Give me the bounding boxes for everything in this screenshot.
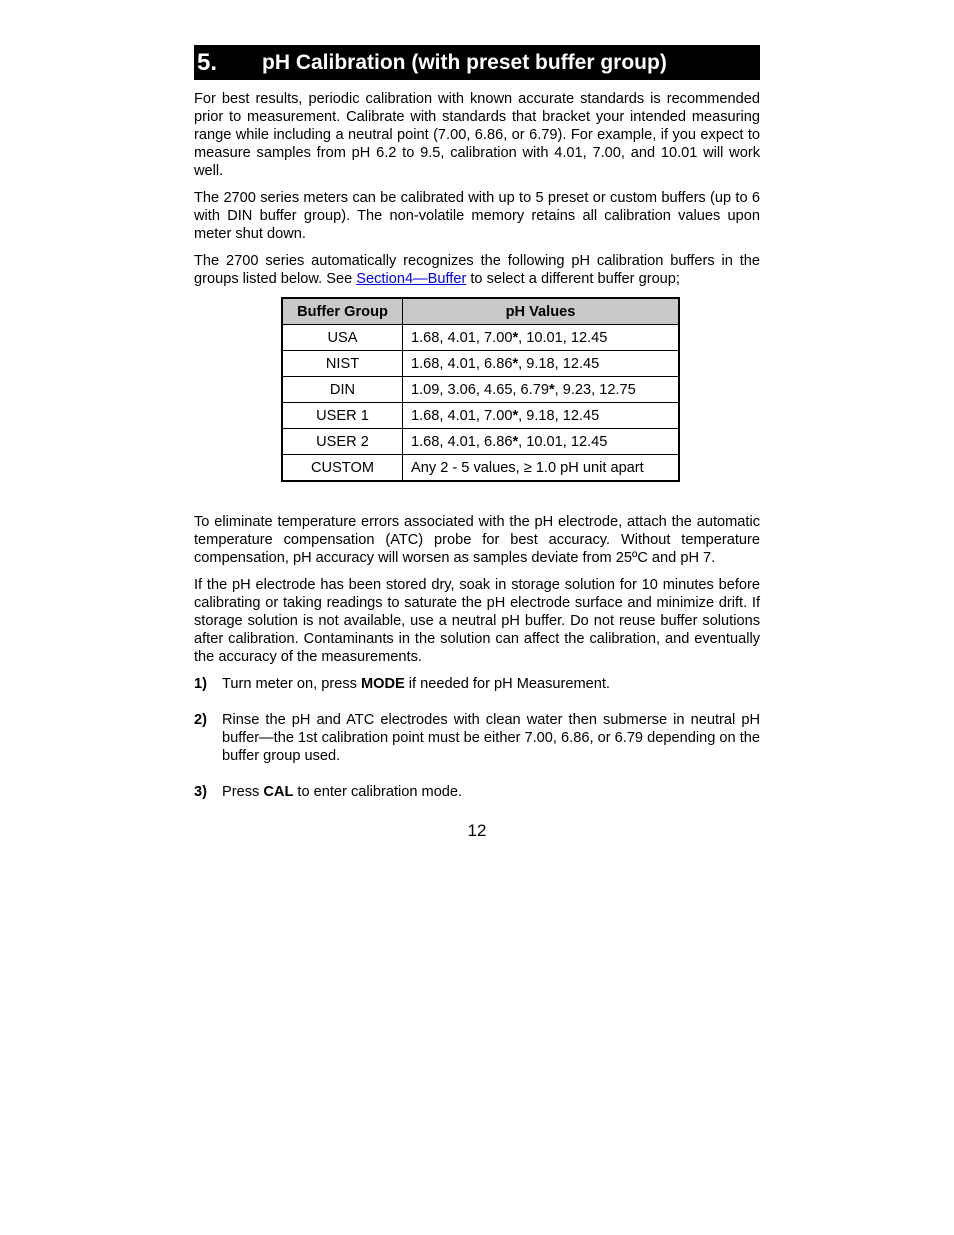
ph-values-text: , 10.01, 12.45 [518,433,608,450]
step-text-part: Turn meter on, press [222,676,361,692]
buffer-groups-paragraph [194,252,760,288]
buffer-group-cell: CUSTOM [282,455,403,482]
intro-paragraph: For best results, periodic calibration with known accurate standards is recommended prior to measurement. Calibrate with standards that bracket your intended measuring range while including a neutral point (7.00, 6.86, or 6.79). For example, if you expect to measure samples from pH 6.2 to 9.5, calibration with 4.01, 7.00, and 10.01 will work well. [194,91,760,179]
buffer-group-cell: NIST [282,351,403,377]
buffer-groups-table [281,297,680,482]
buffer-group-cell: USER 2 [282,429,403,455]
step-number: 3) [194,784,207,800]
step-text-part: Press [222,784,264,800]
manual-page [194,45,760,841]
buffer-groups-text: The 2700 series automatically recognizes the following pH calibration buffers in the groups listed below. See [194,253,760,287]
neutral-marker: * [512,407,519,424]
ph-values-cell [403,377,680,403]
buffer-group-cell: DIN [282,377,403,403]
ph-values-cell [403,325,680,351]
ph-values-cell [403,429,680,455]
step-text-part: if needed for pH Measurement. [404,676,610,692]
ph-values-text: Any 2 - 5 values, ≥ 1.0 pH unit apart [411,459,644,476]
step-text [222,675,760,693]
section-header [194,45,760,80]
ph-values-text: , 9.18, 12.45 [518,407,600,424]
step-3 [194,783,760,801]
column-header-buffer-group: Buffer Group [282,298,403,325]
step-text [222,783,760,801]
table-row [282,403,679,429]
buffer-groups-text-end: to select a different buffer group; [466,271,680,287]
buffer-group-cell: USA [282,325,403,351]
ph-values-text: 1.68, 4.01, 6.86 [411,433,513,450]
ph-values-text: , 10.01, 12.45 [518,329,608,346]
neutral-marker: * [512,329,519,346]
section4-buffer-link[interactable]: Section4—Buffer [356,271,467,287]
spacer [194,482,760,513]
cal-key-label: CAL [263,784,294,800]
ph-values-cell [403,351,680,377]
table-row [282,377,679,403]
step-1 [194,675,760,693]
neutral-marker: * [512,355,519,372]
section-number: 5. [197,48,218,76]
storage-paragraph: If the pH electrode has been stored dry, soak in storage solution for 10 minutes before calibrating or taking readings to saturate the pH electrode surface and minimize drift. If storage solution is not available, use a neutral pH buffer. Do not reuse buffer solutions after calibration. Contaminants in the solution can affect the calibration, and eventually the accuracy of the measurements. [194,577,760,665]
column-header-ph-values: pH Values [403,298,680,325]
ph-values-text: 1.09, 3.06, 4.65, 6.79 [411,381,549,398]
ph-values-text: 1.68, 4.01, 6.86 [411,355,513,372]
ph-values-cell [403,455,680,482]
buffer-group-cell: USER 1 [282,403,403,429]
table-row [282,455,679,482]
buffers-capacity-paragraph: The 2700 series meters can be calibrated with up to 5 preset or custom buffers (up to 6 with DIN buffer group). The non-volatile memory retains all calibration values upon meter shut down. [194,190,760,242]
ph-values-text: 1.68, 4.01, 7.00 [411,407,513,424]
neutral-marker: * [512,433,519,450]
ph-values-text: 1.68, 4.01, 7.00 [411,329,513,346]
table-row [282,351,679,377]
table-header-row [282,298,679,325]
ph-values-text: , 9.18, 12.45 [518,355,600,372]
step-text-part: to enter calibration mode. [293,784,463,800]
table-row [282,325,679,351]
mode-key-label: MODE [360,676,405,692]
table-row [282,429,679,455]
step-2 [194,711,760,765]
ph-values-cell [403,403,680,429]
temperature-paragraph: To eliminate temperature errors associated with the pH electrode, attach the automatic temperature compensation (ATC) probe for best accuracy. Without temperature compensation, pH accuracy will worsen as samples deviate from 25ºC and pH 7. [194,514,760,566]
ph-values-text: , 9.23, 12.75 [554,381,636,398]
page-number: 12 [467,821,487,840]
section-title: pH Calibration (with preset buffer group) [262,50,667,74]
neutral-marker: * [548,381,555,398]
step-number: 1) [194,676,207,692]
step-text: Rinse the pH and ATC electrodes with clean water then submerse in neutral pH buffer—the 1st calibration point must be either 7.00, 6.86, or 6.79 depending on the buffer group used. [222,712,760,764]
step-number: 2) [194,712,207,728]
